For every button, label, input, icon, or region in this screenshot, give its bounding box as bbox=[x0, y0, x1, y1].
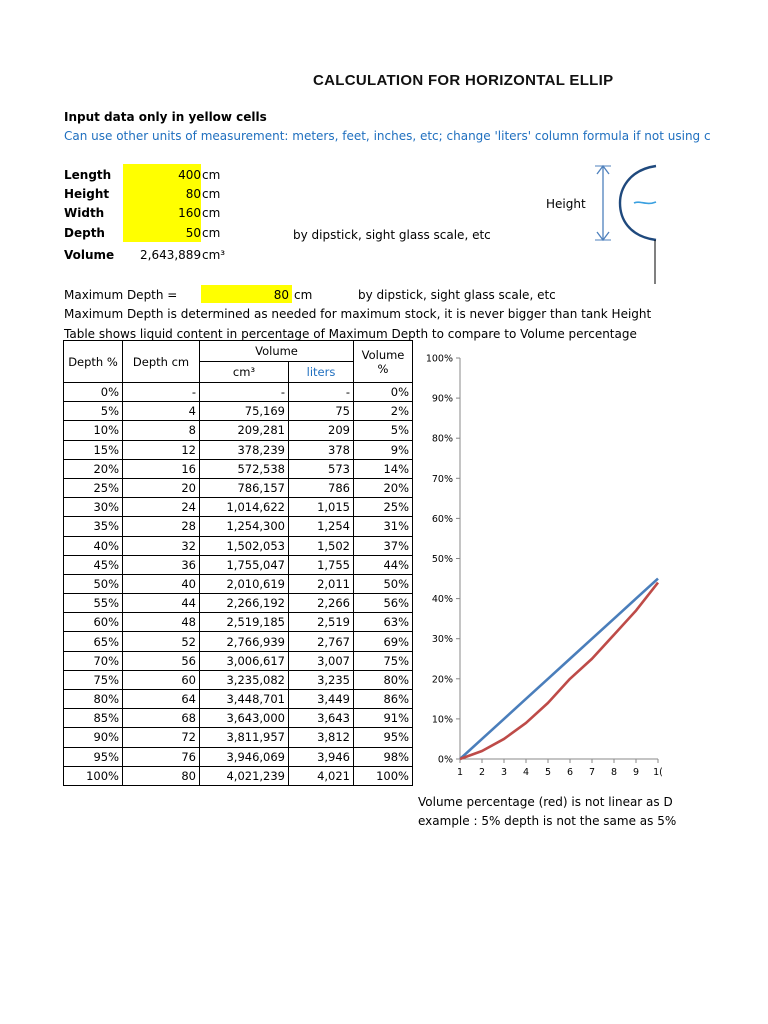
volume-cm3-cell: 1,502,053 bbox=[200, 536, 289, 555]
chart-x-tick-label: 6 bbox=[566, 767, 574, 778]
volume-cm3-cell: - bbox=[200, 383, 289, 402]
depth-pct-cell: 45% bbox=[64, 555, 123, 574]
volume-cm3-cell: 572,538 bbox=[200, 459, 289, 478]
depth-unit: cm bbox=[202, 226, 221, 240]
table-row bbox=[64, 594, 413, 613]
volume-pct-cell: 63% bbox=[354, 613, 413, 632]
volume-pct-cell: 0% bbox=[354, 383, 413, 402]
depth-pct-cell: 65% bbox=[64, 632, 123, 651]
page-title: CALCULATION FOR HORIZONTAL ELLIP bbox=[313, 72, 614, 89]
header-liters: liters bbox=[289, 362, 354, 383]
depth-pct-cell: 85% bbox=[64, 709, 123, 728]
chart-y-tick-label: 60% bbox=[431, 513, 453, 525]
volume-value: 2,643,889 bbox=[140, 248, 202, 262]
chart-y-tick-label: 100% bbox=[425, 353, 453, 365]
width-label: Width bbox=[64, 206, 105, 220]
depth-pct-cell: 35% bbox=[64, 517, 123, 536]
chart-y-tick-label: 80% bbox=[431, 433, 453, 445]
volume-pct-cell: 31% bbox=[354, 517, 413, 536]
depth-cm-cell: 4 bbox=[123, 402, 200, 421]
height-input[interactable]: 80 bbox=[185, 187, 201, 201]
max-depth-note: by dipstick, sight glass scale, etc bbox=[358, 288, 556, 302]
volume-liters-cell: 1,254 bbox=[289, 517, 354, 536]
footnote-line2: example : 5% depth is not the same as 5% bbox=[418, 814, 677, 828]
volume-liters-cell: 3,449 bbox=[289, 690, 354, 709]
header-volume: Volume bbox=[200, 341, 354, 362]
chart-x-tick-label: 7 bbox=[588, 767, 596, 778]
volume-pct-cell: 37% bbox=[354, 536, 413, 555]
volume-cm3-cell: 209,281 bbox=[200, 421, 289, 440]
depth-cm-cell: 28 bbox=[123, 517, 200, 536]
volume-cm3-cell: 3,235,082 bbox=[200, 670, 289, 689]
depth-cm-cell: 16 bbox=[123, 459, 200, 478]
max-depth-input[interactable]: 80 bbox=[273, 288, 289, 302]
volume-liters-cell: 573 bbox=[289, 459, 354, 478]
depth-pct-cell: 30% bbox=[64, 498, 123, 517]
depth-cm-cell: 80 bbox=[123, 766, 200, 785]
depth-input[interactable]: 50 bbox=[185, 226, 201, 240]
volume-pct-cell: 95% bbox=[354, 728, 413, 747]
depth-cm-cell: 56 bbox=[123, 651, 200, 670]
footnote-line1: Volume percentage (red) is not linear as D bbox=[418, 795, 673, 809]
table-row bbox=[64, 651, 413, 670]
tank-diagram bbox=[590, 160, 658, 288]
depth-pct-cell: 50% bbox=[64, 574, 123, 593]
table-row bbox=[64, 766, 413, 785]
height-unit: cm bbox=[202, 187, 221, 201]
volume-pct-cell: 91% bbox=[354, 709, 413, 728]
chart-x-tick-label: 2 bbox=[478, 767, 486, 778]
max-depth-label: Maximum Depth = bbox=[64, 288, 178, 302]
volume-liters-cell: 2,011 bbox=[289, 574, 354, 593]
volume-pct-cell: 75% bbox=[354, 651, 413, 670]
volume-cm3-cell: 2,519,185 bbox=[200, 613, 289, 632]
depth-cm-cell: 68 bbox=[123, 709, 200, 728]
volume-pct-cell: 9% bbox=[354, 440, 413, 459]
volume-liters-cell: 3,235 bbox=[289, 670, 354, 689]
depth-pct-cell: 15% bbox=[64, 440, 123, 459]
depth-cm-cell: 72 bbox=[123, 728, 200, 747]
table-row bbox=[64, 536, 413, 555]
height-label: Height bbox=[64, 187, 110, 201]
table-body bbox=[64, 383, 413, 786]
volume-pct-cell: 2% bbox=[354, 402, 413, 421]
max-depth-unit: cm bbox=[294, 288, 313, 302]
depth-cm-cell: 60 bbox=[123, 670, 200, 689]
depth-pct-cell: 100% bbox=[64, 766, 123, 785]
volume-cm3-cell: 3,946,069 bbox=[200, 747, 289, 766]
table-explanation: Table shows liquid content in percentage of Maximum Depth to compare to Volume percentage bbox=[64, 327, 637, 341]
volume-liters-cell: 3,007 bbox=[289, 651, 354, 670]
table-row bbox=[64, 613, 413, 632]
depth-pct-cell: 90% bbox=[64, 728, 123, 747]
depth-cm-cell: 20 bbox=[123, 478, 200, 497]
table-row bbox=[64, 383, 413, 402]
table-row bbox=[64, 402, 413, 421]
depth-pct-cell: 25% bbox=[64, 478, 123, 497]
depth-cm-cell: - bbox=[123, 383, 200, 402]
chart-x-tick-label: 1 bbox=[456, 767, 464, 778]
instruction-yellow-cells: Input data only in yellow cells bbox=[64, 110, 267, 124]
volume-pct-cell: 44% bbox=[354, 555, 413, 574]
chart-y-tick-label: 70% bbox=[431, 473, 453, 485]
chart-y-tick-label: 20% bbox=[431, 674, 453, 686]
table-row bbox=[64, 498, 413, 517]
table-row bbox=[64, 690, 413, 709]
max-depth-explanation: Maximum Depth is determined as needed for maximum stock, it is never bigger than tank Height bbox=[64, 307, 652, 321]
header-depth-cm: Depth cm bbox=[123, 341, 200, 383]
chart-y-tick-label: 40% bbox=[431, 594, 453, 606]
volume-liters-cell: 378 bbox=[289, 440, 354, 459]
volume-unit: cm³ bbox=[202, 248, 226, 262]
depth-pct-cell: 75% bbox=[64, 670, 123, 689]
volume-pct-cell: 5% bbox=[354, 421, 413, 440]
depth-pct-cell: 20% bbox=[64, 459, 123, 478]
header-cm3: cm³ bbox=[200, 362, 289, 383]
volume-pct-cell: 20% bbox=[354, 478, 413, 497]
volume-liters-cell: 2,767 bbox=[289, 632, 354, 651]
table-row bbox=[64, 709, 413, 728]
volume-cm3-cell: 378,239 bbox=[200, 440, 289, 459]
width-input[interactable]: 160 bbox=[178, 206, 201, 220]
depth-pct-cell: 55% bbox=[64, 594, 123, 613]
table-row bbox=[64, 574, 413, 593]
depth-pct-cell: 70% bbox=[64, 651, 123, 670]
table-row bbox=[64, 555, 413, 574]
chart-x-tick-label: 3 bbox=[500, 767, 508, 778]
length-unit: cm bbox=[202, 168, 221, 182]
volume-liters-cell: 3,812 bbox=[289, 728, 354, 747]
table-row bbox=[64, 421, 413, 440]
depth-pct-cell: 80% bbox=[64, 690, 123, 709]
volume-pct-cell: 100% bbox=[354, 766, 413, 785]
chart-x-tick-label: 9 bbox=[632, 767, 640, 778]
table-row bbox=[64, 632, 413, 651]
chart-y-tick-label: 10% bbox=[431, 714, 453, 726]
depth-cm-cell: 48 bbox=[123, 613, 200, 632]
width-unit: cm bbox=[202, 206, 221, 220]
table-row bbox=[64, 670, 413, 689]
depth-pct-cell: 40% bbox=[64, 536, 123, 555]
volume-liters-cell: 1,755 bbox=[289, 555, 354, 574]
volume-liters-cell: 4,021 bbox=[289, 766, 354, 785]
volume-cm3-cell: 2,766,939 bbox=[200, 632, 289, 651]
diagram-height-label: Height bbox=[546, 197, 586, 211]
volume-cm3-cell: 75,169 bbox=[200, 402, 289, 421]
volume-cm3-cell: 1,755,047 bbox=[200, 555, 289, 574]
table-row bbox=[64, 459, 413, 478]
volume-label: Volume bbox=[64, 248, 115, 262]
volume-liters-cell: 1,015 bbox=[289, 498, 354, 517]
depth-cm-cell: 64 bbox=[123, 690, 200, 709]
volume-liters-cell: 75 bbox=[289, 402, 354, 421]
chart-y-tick-label: 0% bbox=[437, 754, 453, 766]
volume-cm3-cell: 3,811,957 bbox=[200, 728, 289, 747]
chart-x-tick-label: 8 bbox=[610, 767, 618, 778]
depth-pct-cell: 10% bbox=[64, 421, 123, 440]
volume-pct-cell: 50% bbox=[354, 574, 413, 593]
length-label: Length bbox=[64, 168, 112, 182]
header-depth-pct: Depth % bbox=[64, 341, 123, 383]
depth-pct-cell: 5% bbox=[64, 402, 123, 421]
chart-y-tick-label: 90% bbox=[431, 393, 453, 405]
depth-cm-cell: 52 bbox=[123, 632, 200, 651]
volume-chart bbox=[415, 342, 663, 782]
volume-pct-cell: 14% bbox=[354, 459, 413, 478]
volume-cm3-cell: 2,010,619 bbox=[200, 574, 289, 593]
chart-y-tick-label: 30% bbox=[431, 634, 453, 646]
table-row bbox=[64, 517, 413, 536]
volume-liters-cell: 209 bbox=[289, 421, 354, 440]
depth-cm-cell: 40 bbox=[123, 574, 200, 593]
instruction-units: Can use other units of measurement: meters, feet, inches, etc; change 'liters' column formula if not using c bbox=[64, 129, 711, 143]
volume-pct-cell: 80% bbox=[354, 670, 413, 689]
depth-cm-cell: 76 bbox=[123, 747, 200, 766]
depth-pct-cell: 95% bbox=[64, 747, 123, 766]
depth-pct-cell: 60% bbox=[64, 613, 123, 632]
table-row bbox=[64, 728, 413, 747]
depth-cm-cell: 24 bbox=[123, 498, 200, 517]
volume-cm3-cell: 4,021,239 bbox=[200, 766, 289, 785]
volume-cm3-cell: 2,266,192 bbox=[200, 594, 289, 613]
volume-liters-cell: 2,519 bbox=[289, 613, 354, 632]
table-row bbox=[64, 747, 413, 766]
volume-liters-cell: 2,266 bbox=[289, 594, 354, 613]
volume-table bbox=[63, 340, 413, 786]
volume-cm3-cell: 1,254,300 bbox=[200, 517, 289, 536]
header-volume-pct: Volume % bbox=[354, 341, 413, 383]
volume-liters-cell: 1,502 bbox=[289, 536, 354, 555]
depth-label: Depth bbox=[64, 226, 105, 240]
length-input[interactable]: 400 bbox=[178, 168, 201, 182]
depth-note: by dipstick, sight glass scale, etc bbox=[293, 228, 491, 242]
table-row bbox=[64, 440, 413, 459]
chart-series-line-1 bbox=[460, 579, 658, 759]
depth-cm-cell: 36 bbox=[123, 555, 200, 574]
volume-cm3-cell: 1,014,622 bbox=[200, 498, 289, 517]
volume-liters-cell: - bbox=[289, 383, 354, 402]
volume-liters-cell: 3,643 bbox=[289, 709, 354, 728]
chart-x-tick-label: 4 bbox=[522, 767, 530, 778]
volume-pct-cell: 98% bbox=[354, 747, 413, 766]
depth-pct-cell: 0% bbox=[64, 383, 123, 402]
volume-cm3-cell: 3,006,617 bbox=[200, 651, 289, 670]
volume-liters-cell: 3,946 bbox=[289, 747, 354, 766]
depth-cm-cell: 12 bbox=[123, 440, 200, 459]
chart-x-tick-label: 1( bbox=[653, 767, 663, 778]
volume-cm3-cell: 3,643,000 bbox=[200, 709, 289, 728]
volume-pct-cell: 69% bbox=[354, 632, 413, 651]
volume-pct-cell: 56% bbox=[354, 594, 413, 613]
volume-cm3-cell: 786,157 bbox=[200, 478, 289, 497]
volume-pct-cell: 25% bbox=[354, 498, 413, 517]
table-row bbox=[64, 478, 413, 497]
depth-cm-cell: 32 bbox=[123, 536, 200, 555]
volume-liters-cell: 786 bbox=[289, 478, 354, 497]
volume-pct-cell: 86% bbox=[354, 690, 413, 709]
volume-cm3-cell: 3,448,701 bbox=[200, 690, 289, 709]
depth-cm-cell: 44 bbox=[123, 594, 200, 613]
depth-cm-cell: 8 bbox=[123, 421, 200, 440]
chart-x-tick-label: 5 bbox=[544, 767, 552, 778]
chart-y-tick-label: 50% bbox=[431, 554, 453, 565]
